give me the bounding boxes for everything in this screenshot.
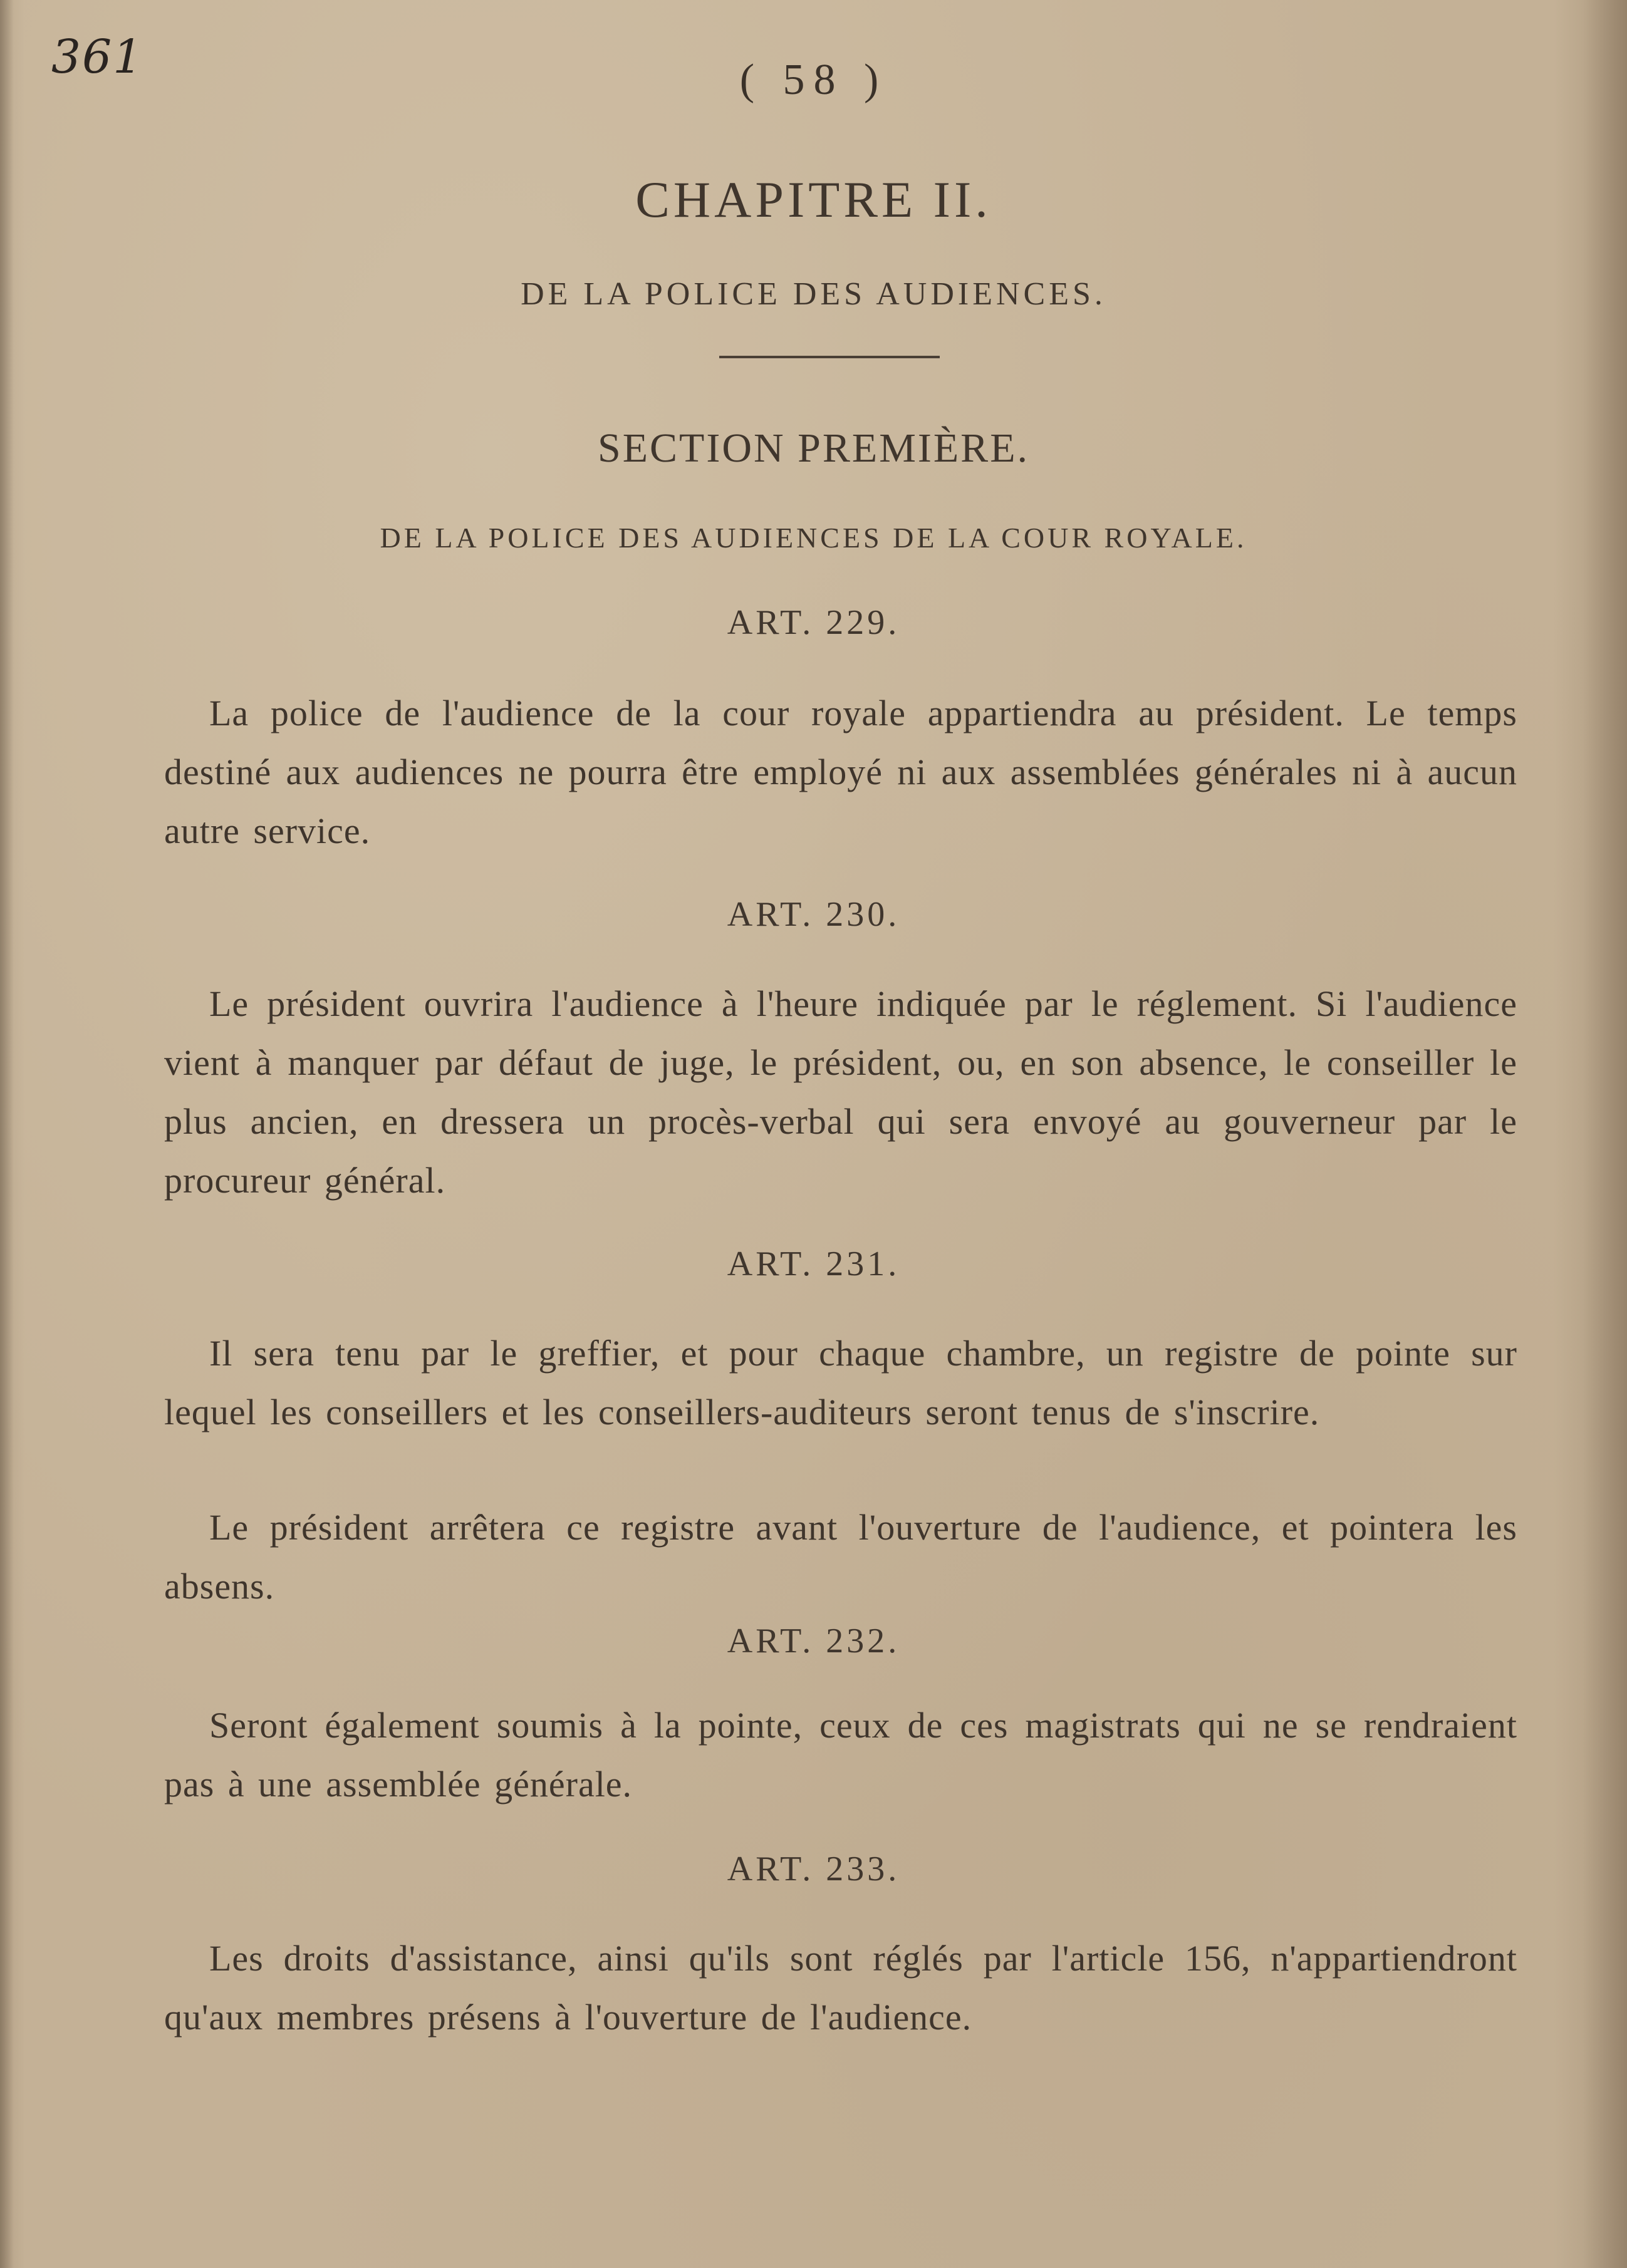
article-heading-233: ART. 233. <box>727 1850 900 1888</box>
printed-page-number: ( 58 ) <box>739 56 888 104</box>
page-edge-shadow-left <box>0 0 14 2268</box>
page-edge-shadow-right <box>1583 0 1627 2268</box>
section-subtitle: DE LA POLICE DES AUDIENCES DE LA COUR ROYALE. <box>380 522 1247 554</box>
article-heading-229: ART. 229. <box>727 603 900 642</box>
article-heading-230: ART. 230. <box>727 895 900 934</box>
chapter-subtitle: DE LA POLICE DES AUDIENCES. <box>521 276 1106 312</box>
article-233-paragraph: Les droits d'assistance, ainsi qu'ils sont réglés par l'article 156, n'appartiendront qu'aux membres présens à l'ouverture de l'audience. <box>164 1938 1517 2038</box>
section-title: SECTION PREMIÈRE. <box>597 425 1030 471</box>
article-232-paragraph: Seront également soumis à la pointe, ceux de ces magistrats qui ne se rendraient pas à une assemblée générale. <box>164 1705 1517 1805</box>
article-231-paragraph-2: Le président arrêtera ce registre avant l'ouverture de l'audience, et pointera les absens. <box>164 1507 1517 1607</box>
handwritten-page-number: 361 <box>51 30 144 84</box>
article-231-paragraph-1: Il sera tenu par le greffier, et pour chaque chambre, un registre de pointe sur lequel les conseillers et les conseillers-auditeurs seront tenus de s'inscrire. <box>164 1333 1517 1432</box>
title-divider <box>719 356 940 358</box>
article-230-paragraph: Le président ouvrira l'audience à l'heure indiquée par le réglement. Si l'audience vient à manquer par défaut de juge, le président, ou, en son absence, le conseiller le plus ancien, en dressera un procès-verbal qui sera envoyé au gouverneur par le procureur général. <box>164 983 1517 1201</box>
article-heading-232: ART. 232. <box>727 1622 900 1660</box>
chapter-title: CHAPITRE II. <box>635 171 992 228</box>
article-heading-231: ART. 231. <box>727 1245 900 1283</box>
article-229-paragraph: La police de l'audience de la cour royale appartiendra au président. Le temps destiné aux audiences ne pourra être employé ni aux assemblées générales ni à aucun autre service. <box>164 693 1517 851</box>
